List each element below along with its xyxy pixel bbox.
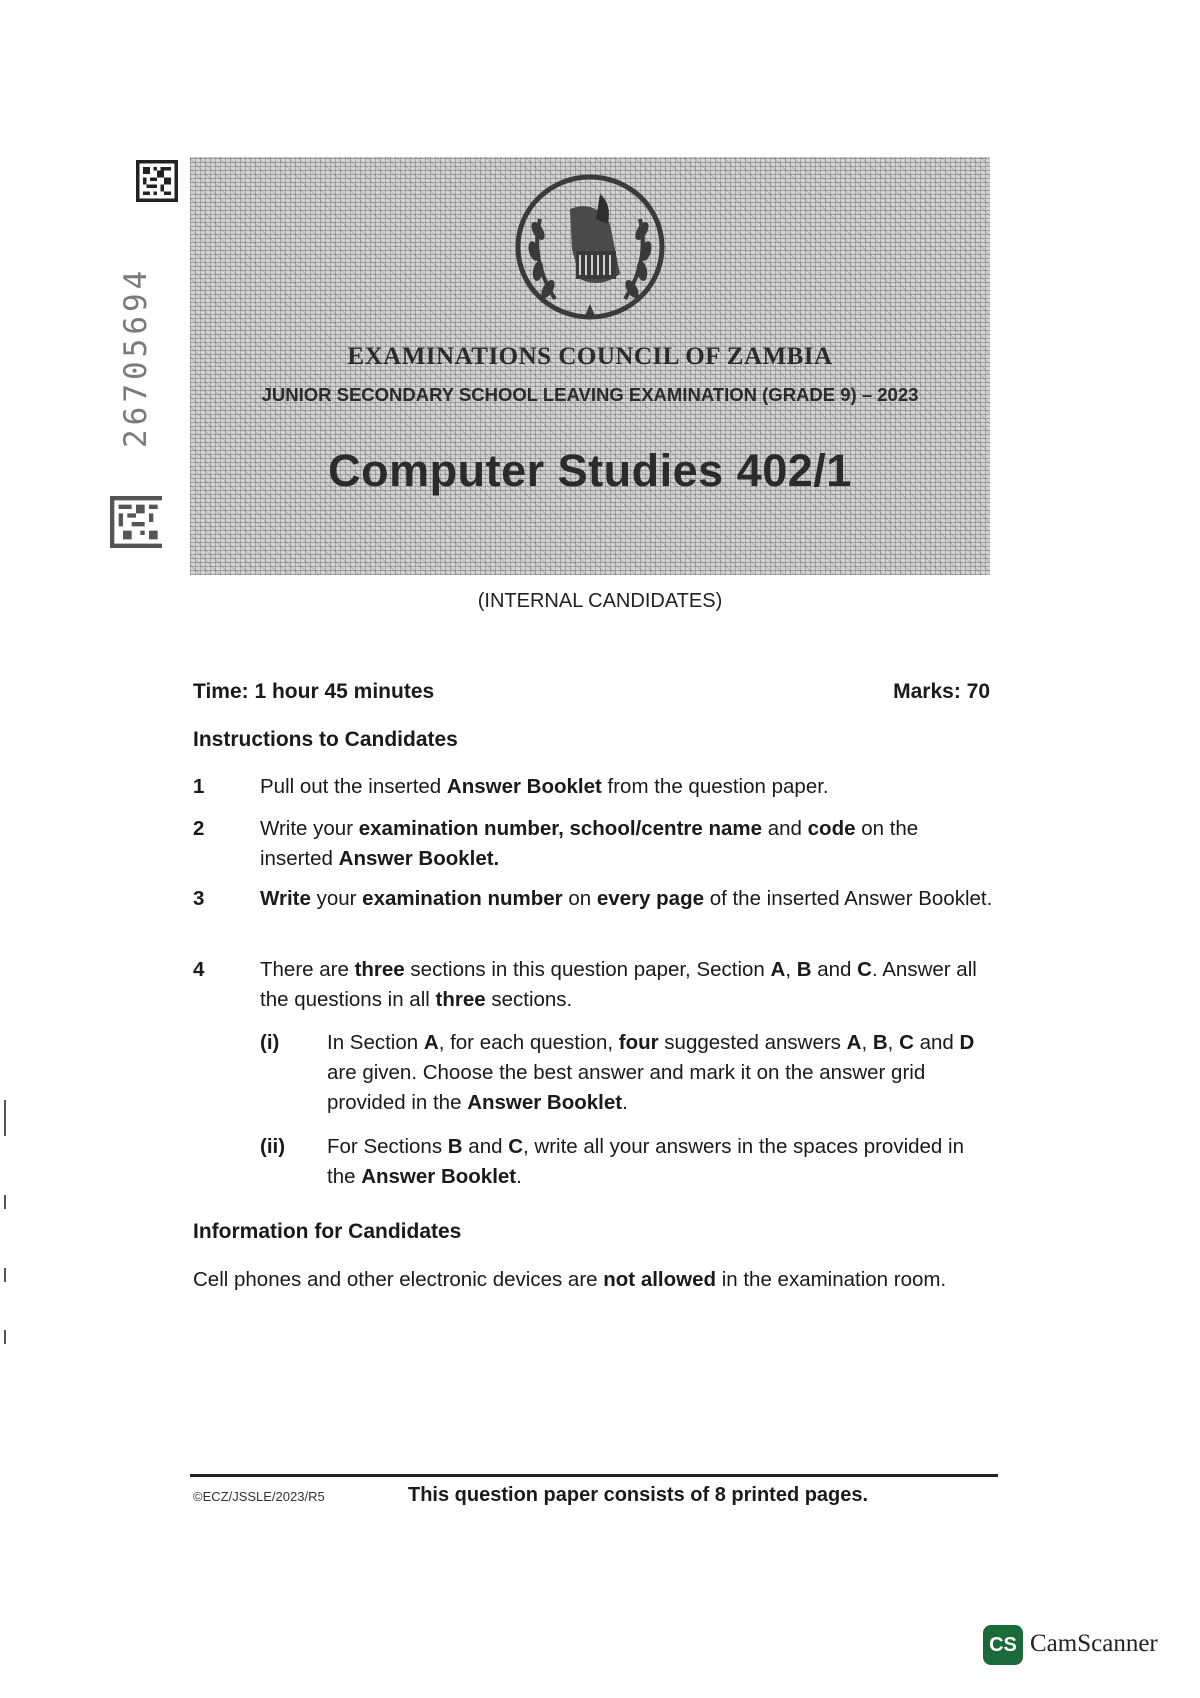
text-run: of the inserted Answer Booklet. xyxy=(704,887,993,910)
information-text xyxy=(193,1268,946,1292)
text-run: . xyxy=(516,1165,522,1188)
text-run: and xyxy=(462,1135,509,1158)
copyright-code: ©ECZ/JSSLE/2023/R5 xyxy=(193,1489,325,1504)
text-run: , for each question, xyxy=(438,1031,619,1054)
page-count-note: This question paper consists of 8 printed pages. xyxy=(408,1484,869,1506)
bold-text-run: C xyxy=(508,1135,524,1158)
instruction-number: 4 xyxy=(193,958,205,981)
bold-text-run: Answer Booklet xyxy=(467,1091,623,1114)
text-run: In Section xyxy=(327,1031,424,1054)
total-marks: Marks: 70 xyxy=(893,680,990,703)
text-run: sections. xyxy=(485,988,573,1011)
subitem-text xyxy=(327,1132,993,1192)
text-run: . Answer all the questions in all xyxy=(260,958,977,1011)
bold-text-run: four xyxy=(618,1031,659,1054)
instruction-subitem xyxy=(260,1028,993,1118)
bold-text-run: B xyxy=(872,1031,888,1054)
text-run: on the inserted xyxy=(260,817,919,870)
bold-text-run: B xyxy=(447,1135,463,1158)
instruction-text xyxy=(260,884,993,914)
council-name: EXAMINATIONS COUNCIL OF ZAMBIA xyxy=(347,343,833,370)
bold-text-run: A xyxy=(770,958,786,981)
instruction-item xyxy=(193,955,993,1015)
text-run: Cell phones and other electronic devices are xyxy=(193,1268,604,1291)
text-run: For Sections xyxy=(327,1135,448,1158)
subject-title: Computer Studies 402/1 xyxy=(328,445,852,496)
bold-text-run: three xyxy=(435,988,486,1011)
instruction-number: 3 xyxy=(193,887,205,910)
datamatrix-code-bottom xyxy=(110,496,162,548)
text-run: , xyxy=(861,1031,873,1054)
datamatrix-code-top xyxy=(136,160,178,202)
instruction-number: 2 xyxy=(193,817,205,840)
instructions-heading: Instructions to Candidates xyxy=(193,728,458,751)
instruction-text xyxy=(260,772,993,802)
text-run: , xyxy=(887,1031,900,1054)
footer-divider xyxy=(190,1474,998,1477)
instruction-item xyxy=(193,772,993,802)
bold-text-run: code xyxy=(807,817,856,840)
bold-text-run: every page xyxy=(596,887,704,910)
text-run: suggested answers xyxy=(658,1031,847,1054)
instruction-number: 1 xyxy=(193,775,205,798)
text-run: from the question paper. xyxy=(601,775,829,798)
bold-text-run: Answer Booklet xyxy=(361,1165,517,1188)
text-run: on xyxy=(562,887,597,910)
bold-text-run: examination number, school/centre name xyxy=(358,817,763,840)
bold-text-run: D xyxy=(959,1031,975,1054)
scan-edge-mark xyxy=(4,1268,6,1282)
text-run: Write your xyxy=(260,817,359,840)
subitem-text xyxy=(327,1028,993,1118)
text-run: sections in this question paper, Section xyxy=(404,958,771,981)
bold-text-run: Answer Booklet. xyxy=(338,847,500,870)
scan-edge-mark xyxy=(4,1330,6,1344)
bold-text-run: A xyxy=(423,1031,439,1054)
bold-text-run: not allowed xyxy=(603,1268,716,1291)
instruction-text xyxy=(260,955,993,1015)
text-run: Pull out the inserted xyxy=(260,775,447,798)
bold-text-run: B xyxy=(796,958,812,981)
bold-text-run: A xyxy=(846,1031,862,1054)
scan-edge-mark xyxy=(4,1100,6,1136)
bold-text-run: examination number xyxy=(362,887,563,910)
text-run: are given. Choose the best answer and mark it on the answer grid provided in the xyxy=(327,1061,926,1114)
text-run: , xyxy=(785,958,797,981)
subitem-number: (i) xyxy=(260,1031,280,1054)
text-run: your xyxy=(310,887,363,910)
time-marks-row xyxy=(193,680,990,704)
bold-text-run: three xyxy=(354,958,405,981)
text-run: in the examination room. xyxy=(716,1268,947,1291)
information-heading: Information for Candidates xyxy=(193,1220,462,1243)
time-allowed: Time: 1 hour 45 minutes xyxy=(193,680,435,703)
text-run: and xyxy=(913,1031,960,1054)
header-banner xyxy=(190,157,990,575)
candidate-type: (INTERNAL CANDIDATES) xyxy=(477,590,723,612)
text-run: and xyxy=(762,817,808,840)
text-run: and xyxy=(811,958,858,981)
instruction-subitem xyxy=(260,1132,993,1192)
instruction-item xyxy=(193,884,993,914)
bold-text-run: Write xyxy=(260,887,311,910)
scan-edge-mark xyxy=(4,1195,6,1209)
subitem-number: (ii) xyxy=(260,1135,286,1158)
exam-title: JUNIOR SECONDARY SCHOOL LEAVING EXAMINATION (GRADE 9) – 2023 xyxy=(261,384,919,405)
bold-text-run: C xyxy=(899,1031,914,1054)
instruction-item xyxy=(193,814,993,874)
text-run: . xyxy=(622,1091,628,1114)
bold-text-run: Answer Booklet xyxy=(446,775,602,798)
text-run: , write all your answers in the spaces provided in the xyxy=(327,1135,964,1188)
camscanner-logo-icon: CS xyxy=(983,1625,1023,1665)
text-run: There are xyxy=(260,958,355,981)
serial-number: 26705694 xyxy=(118,266,154,448)
instruction-text xyxy=(260,814,993,874)
camscanner-watermark: CamScanner xyxy=(1030,1630,1158,1657)
coat-of-arms-emblem-icon xyxy=(500,169,680,329)
bold-text-run: C xyxy=(857,958,872,981)
